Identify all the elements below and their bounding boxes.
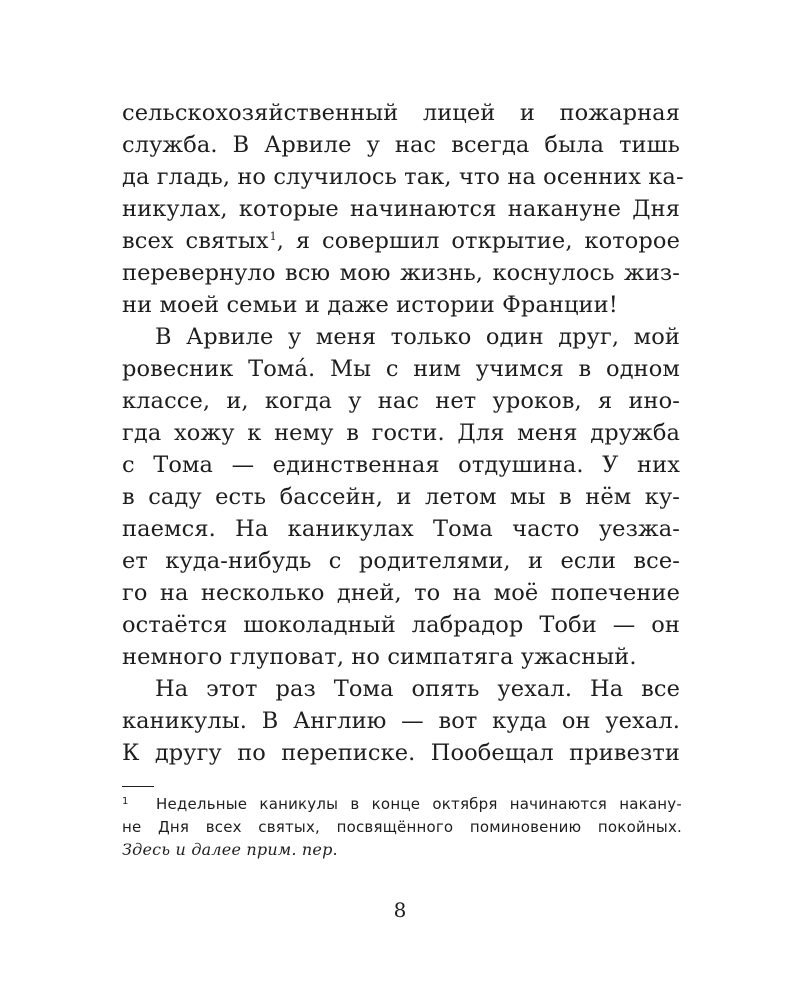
body-line-5-end: , я совершил открытие, которое [276, 228, 680, 254]
body-line-3: да гладь, но случилось так, что на осенних ка- [122, 164, 684, 190]
body-line-20: каникулы. В Англию — вот куда он уехал. [122, 708, 680, 734]
body-line-11: гда хожу к нему в гости. Для меня дружба [122, 420, 680, 446]
footnote-marker: 1 [122, 796, 129, 807]
body-line-1: сельскохозяйственный лицей и пожарная [122, 100, 680, 126]
body-line-5-start: всех святых [122, 228, 269, 254]
body-line-14: паемся. На каникулах Тома часто уезжа- [122, 516, 680, 542]
body-line-9: ровесник Тома́. Мы с ним учимся в одном [122, 356, 680, 382]
footnote-reference: 1 [269, 230, 277, 243]
body-line-15: ет куда-нибудь с родителями, и если все- [122, 548, 680, 574]
body-line-4: никулах, которые начинаются накануне Дня [122, 196, 680, 222]
body-line-18: немного глуповат, но симпатяга ужасный. [122, 644, 637, 670]
body-line-2: служба. В Арвиле у нас всегда была тишь [122, 132, 680, 158]
body-line-13: в саду есть бассейн, и летом мы в нём ку- [122, 484, 680, 510]
footnote-divider [122, 786, 154, 787]
body-line-19: На этот раз Тома опять уехал. На все [155, 676, 680, 702]
body-line-6: перевернуло всю мою жизнь, коснулось жиз- [122, 260, 680, 286]
page-number: 8 [393, 898, 407, 922]
body-line-7: ни моей семьи и даже истории Франции! [122, 292, 618, 318]
footnote-line-2: не Дня всех святых, посвящённого поминовению покойных. [122, 818, 682, 836]
body-line-10: классе, и, когда у нас нет уроков, я ино- [122, 388, 680, 414]
body-line-17: остаётся шоколадный лабрадор Тоби — он [122, 612, 680, 638]
body-line-8: В Арвиле у меня только один друг, мой [155, 324, 680, 350]
body-line-12: с Тома — единственная отдушина. У них [122, 452, 680, 478]
body-line-5 [122, 225, 680, 257]
body-line-16: го на несколько дней, то на моё попечение [122, 580, 680, 606]
footnote-line-1: Недельные каникулы в конце октября начинаются накану- [156, 795, 682, 813]
footnote-line-3: Здесь и далее прим. пер. [122, 840, 338, 859]
body-line-21: К другу по переписке. Пообещал привезти [122, 740, 680, 766]
